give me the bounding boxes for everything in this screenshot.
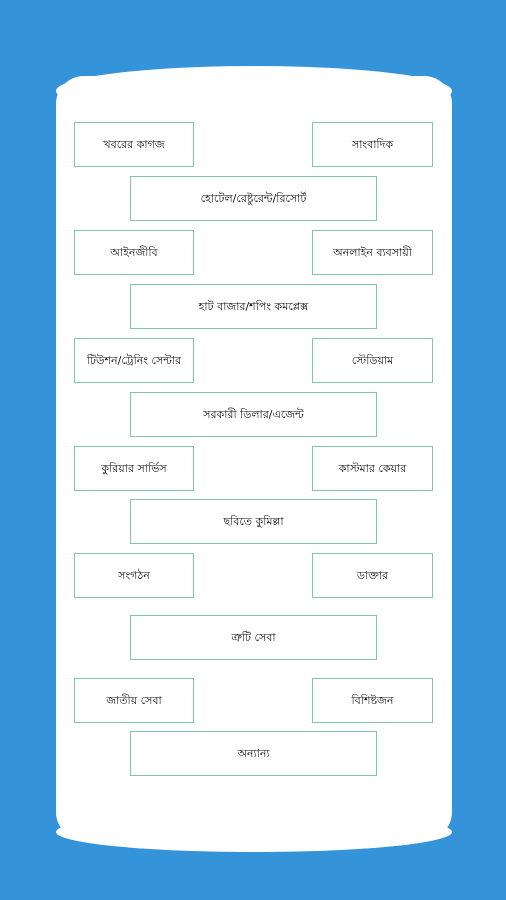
category-button-customer-care[interactable]: কাস্টমার কেয়ার: [312, 446, 433, 491]
category-button-organization[interactable]: সংগঠন: [74, 553, 194, 598]
category-button-stadium[interactable]: স্টেডিয়াম: [312, 338, 433, 383]
category-button-online-business[interactable]: অনলাইন ব্যবসায়ী: [312, 230, 433, 275]
category-button-journalist[interactable]: সাংবাদিক: [312, 122, 433, 167]
category-button-newspaper[interactable]: খবরের কাগজ: [74, 122, 194, 167]
category-button-lawyer[interactable]: আইনজীবি: [74, 230, 194, 275]
category-button-market-shopping[interactable]: হাট বাজার/শপিং কমপ্লেক্স: [130, 284, 377, 329]
card-bottom-cap: [56, 812, 452, 852]
category-button-govt-dealer-agent[interactable]: সরকারী ডিলার/এজেন্ট: [130, 392, 377, 437]
category-button-fault-service[interactable]: ত্রুটি সেবা: [130, 615, 377, 660]
category-button-notable-persons[interactable]: বিশিষ্টজন: [312, 678, 433, 723]
category-button-tuition-training[interactable]: টিউশন/ট্রেনিং সেন্টার: [74, 338, 194, 383]
category-button-others[interactable]: অন্যান্য: [130, 731, 377, 776]
category-button-doctor[interactable]: ডাক্তার: [312, 553, 433, 598]
category-button-courier-service[interactable]: কুরিয়ার সার্ভিস: [74, 446, 194, 491]
category-button-national-service[interactable]: জাতীয় সেবা: [74, 678, 194, 723]
category-button-comilla-in-pictures[interactable]: ছবিতে কুমিল্লা: [130, 499, 377, 544]
category-button-hotel-restaurant-resort[interactable]: হোটেল/রেষ্টুরেন্ট/রিসোর্ট: [130, 176, 377, 221]
